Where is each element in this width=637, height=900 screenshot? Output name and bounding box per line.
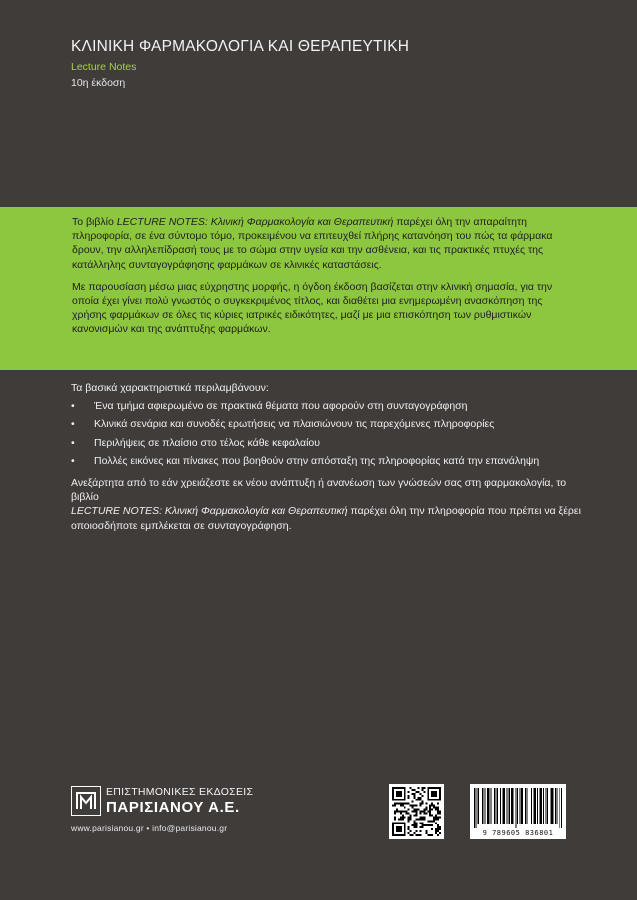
publisher-names	[106, 786, 253, 816]
list-item	[71, 454, 581, 468]
intro-band	[0, 207, 637, 370]
closing-paragraph	[71, 476, 581, 533]
features-list	[71, 399, 581, 468]
closing-text-rest: παρέχει όλη την πληροφορία που πρέπει να ξέρει οποιοσδήποτε εμπλέκεται σε συνταγογράφηση.	[71, 505, 581, 532]
publisher-line-2: ΠΑΡΙΣΙΑΝΟΥ Α.Ε.	[106, 799, 240, 816]
cover-header	[71, 38, 409, 89]
closing-text: Ανεξάρτητα από το εάν χρειάζεστε εκ νέου ανάπτυξη ή ανανέωση των γνώσεών σας στη φαρμακολογία, το βιβλίο	[71, 477, 567, 504]
intro-paragraph-2: Με παρουσίαση μέσω μιας εύχρηστης μορφής, η όγδοη έκδοση βασίζεται στην κλινική σημασία, για την οποία έχει γίνει πολύ γνωστός ο συγκεκριμένος τίτλος, και διαθέτει μια ενημερωμένη ανασκόπηση της χρήσης φαρμάκων σε όλες τις κύριες ιατρικές ειδικότητες, μαζί με μια επισκόπηση των ρυθμιστικών κανονισμών και της ανάπτυξης φαρμάκων.	[72, 280, 553, 336]
list-item	[71, 417, 581, 431]
list-item-text: Ένα τμήμα αφιερωμένο σε πρακτικά θέματα που αφορούν στη συνταγογράφηση	[94, 400, 468, 413]
book-name-emphasis: LECTURE NOTES: Κλινική Φαρμακολογία και Θεραπευτική	[71, 505, 348, 518]
publisher-line-1: ΕΠΙΣΤΗΜΟΝΙΚΕΣ ΕΚΔΟΣΕΙΣ	[106, 786, 254, 798]
publisher-monogram-icon	[71, 786, 101, 816]
features-lead: Τα βασικά χαρακτηριστικά περιλαμβάνουν:	[71, 382, 269, 394]
intro-text-rest: παρέχει όλη την απαραίτητη πληροφορία, σε ένα σύντομο τόμο, προκειμένου να επιτευχθεί πλήρης κατανόηση του πώς τα φάρμακα δρουν, την αλληλεπίδρασή τους με το σώμα στην υγεία και την ασθένεια, και τις πρακτικές πτυχές της κατάλληλης συνταγογράφησης φαρμάκων σε κλινικές καταστάσεις.	[72, 216, 553, 271]
book-title: ΚΛΙΝΙΚΗ ΦΑΡΜΑΚΟΛΟΓΙΑ ΚΑΙ ΘΕΡΑΠΕΥΤΙΚΗ	[71, 38, 410, 55]
list-item	[71, 399, 581, 413]
intro-paragraph-1	[72, 215, 577, 272]
bullet-icon: •	[71, 418, 75, 431]
list-item	[71, 436, 581, 450]
publisher-contact: www.parisianou.gr • info@parisianou.gr	[71, 823, 228, 833]
book-name-emphasis: LECTURE NOTES: Κλινική Φαρμακολογία και Θεραπευτική	[116, 216, 394, 228]
isbn-digits: 9 789605 836801	[482, 829, 554, 837]
list-item-text: Κλινικά σενάρια και συνοδές ερωτήσεις να πλαισιώνουν τις παρεχόμενες πληροφορίες	[94, 418, 495, 431]
publisher-block	[71, 786, 253, 833]
bullet-icon: •	[71, 454, 75, 467]
barcode-bars	[474, 788, 562, 828]
features-section	[71, 381, 581, 533]
isbn-barcode	[470, 784, 566, 839]
series-name: Lecture Notes	[71, 61, 137, 73]
list-item-text: Πολλές εικόνες και πίνακες που βοηθούν στην απόσταξη της πληροφορίας κατά την επανάληψη	[94, 454, 540, 467]
publisher-logo-row	[71, 786, 253, 816]
bullet-icon: •	[71, 400, 75, 413]
edition-label: 10η έκδοση	[71, 77, 126, 89]
list-item-text: Περιλήψεις σε πλαίσιο στο τέλος κάθε κεφαλαίου	[94, 436, 321, 449]
bullet-icon: •	[71, 436, 75, 449]
intro-text: Το βιβλίο	[72, 216, 117, 228]
qr-code	[389, 784, 444, 839]
